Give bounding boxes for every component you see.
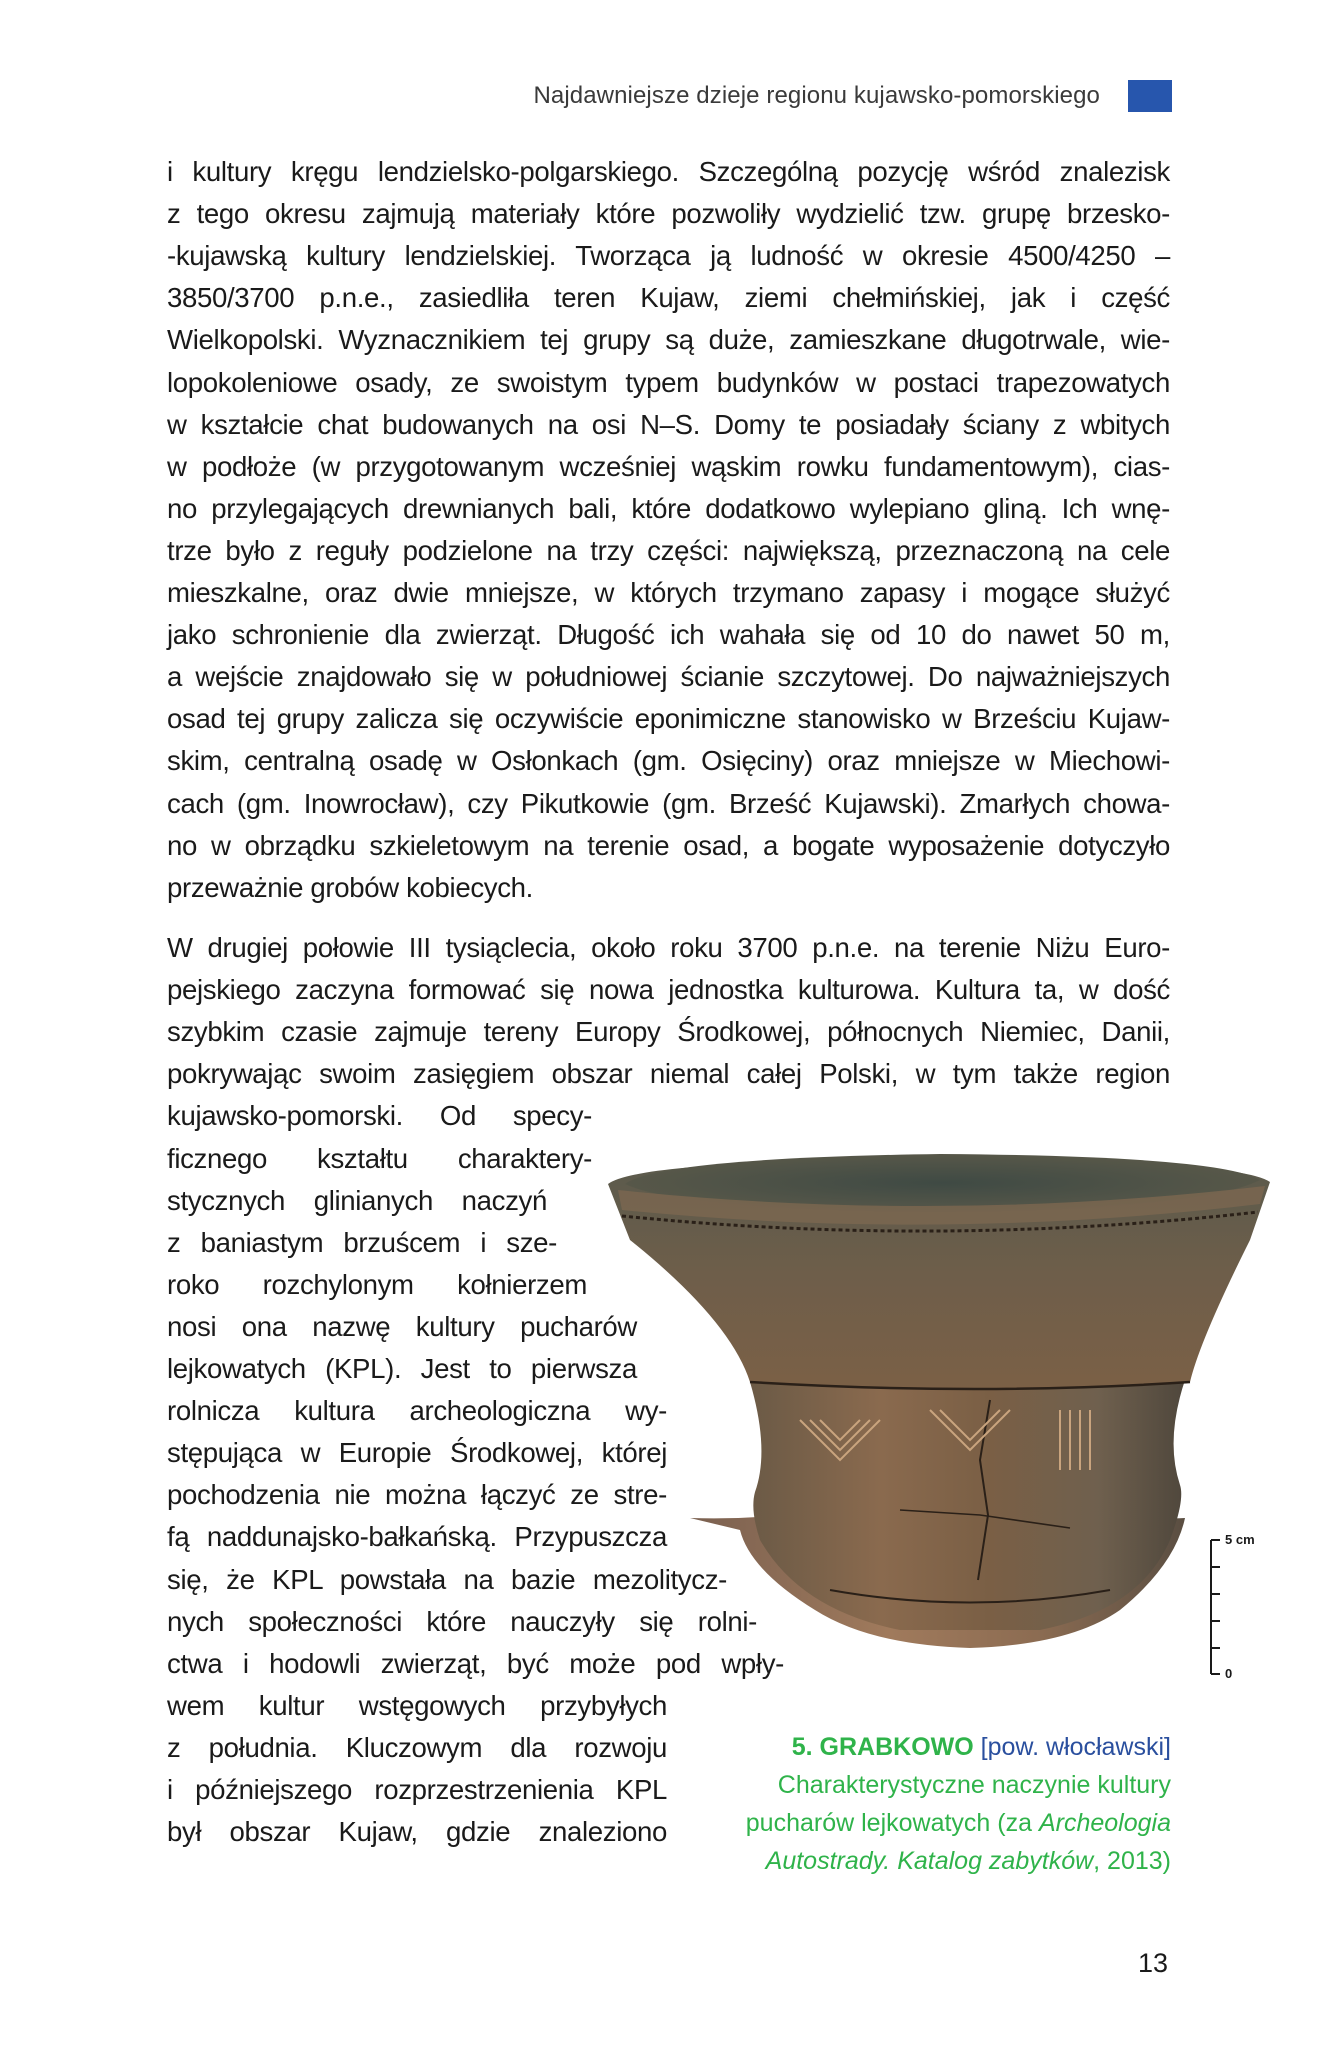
paragraph-line: skim, centralną osadę w Osłonkach (gm. Osięciny) oraz mniejsze w Miechowi-	[167, 745, 1170, 777]
scale-ruler-icon	[1208, 1538, 1228, 1678]
paragraph-line: mieszkalne, oraz dwie mniejsze, w których trzymano zapasy i mogące służyć	[167, 577, 1170, 608]
paragraph-line: roko rozchylonym kołnierzem	[167, 1268, 587, 1300]
paragraph-line: 3850/3700 p.n.e., zasiedliła teren Kujaw, ziemi chełmińskiej, jak i część	[167, 282, 1170, 314]
paragraph-line: Wielkopolski. Wyznacznikiem tej grupy są duże, zamieszkane długotrwale, wie-	[167, 324, 1170, 356]
paragraph-line: z południa. Kluczowym dla rozwoju	[167, 1731, 667, 1763]
paragraph-line: szybkim czasie zajmuje tereny Europy Środkowej, północnych Niemiec, Danii,	[167, 1016, 1170, 1048]
caption-region: [pow. włocławski]	[980, 1733, 1171, 1761]
paragraph-line: nosi ona nazwę kultury pucharów	[167, 1310, 637, 1342]
scale-top-label: 5 cm	[1225, 1532, 1255, 1547]
paragraph-line: kujawsko-pomorski. Od specy-	[167, 1100, 592, 1132]
paragraph-line: osad tej grupy zalicza się oczywiście eponimiczne stanowisko w Brześciu Kujaw-	[167, 703, 1170, 735]
caption-line-3-suffix: , 2013)	[1093, 1847, 1171, 1875]
caption-source-italic-1: Archeologia	[1038, 1809, 1171, 1837]
paragraph-line: z baniastym brzuścem i sze-	[167, 1226, 557, 1258]
paragraph-line: pokrywając swoim zasięgiem obszar niemal całej Polski, w tym także region	[167, 1058, 1170, 1090]
paragraph-line: a wejście znajdowało się w południowej ścianie szczytowej. Do najważniejszych	[167, 661, 1170, 693]
paragraph-line: jako schronienie dla zwierząt. Długość ich wahała się od 10 do nawet 50 m,	[167, 619, 1170, 651]
page-number: 13	[1138, 1948, 1169, 1978]
paragraph-line: i późniejszego rozprzestrzenienia KPL	[167, 1774, 667, 1805]
paragraph-line: się, że KPL powstała na bazie mezolitycz-	[167, 1563, 727, 1595]
paragraph-line: był obszar Kujaw, gdzie znaleziono	[167, 1816, 667, 1848]
paragraph-line: stępująca w Europie Środkowej, której	[167, 1437, 667, 1469]
scale-bottom-label: 0	[1225, 1666, 1233, 1681]
paragraph-line: cach (gm. Inowrocław), czy Pikutkowie (gm. Brześć Kujawski). Zmarłych chowa-	[167, 787, 1170, 819]
paragraph-line: przeważnie grobów kobiecych.	[167, 871, 533, 903]
paragraph-line: i kultury kręgu lendzielsko-polgarskiego. Szczególną pozycję wśród znalezisk	[167, 156, 1170, 187]
paragraph-line: lopokoleniowe osady, ze swoistym typem budynków w postaci trapezowatych	[167, 366, 1170, 398]
paragraph-line: nych społeczności które nauczyły się rolni-	[167, 1605, 757, 1637]
paragraph-line: w kształcie chat budowanych na osi N–S. Domy te posiadały ściany z wbitych	[167, 408, 1170, 440]
paragraph-line: wem kultur wstęgowych przybyłych	[167, 1689, 667, 1721]
funnel-beaker-vessel-photo	[600, 1120, 1280, 1680]
caption-source-italic-2: Autostrady. Katalog zabytków	[765, 1847, 1094, 1875]
paragraph-line: trze było z reguły podzielone na trzy części: największą, przeznaczoną na cele	[167, 534, 1170, 566]
scale-bar	[1208, 1532, 1278, 1681]
caption-line-3	[651, 1842, 1171, 1880]
paragraph-line: fą naddunajsko-bałkańską. Przypuszcza	[167, 1521, 667, 1553]
caption-line-2	[651, 1804, 1171, 1842]
paragraph-line: pochodzenia nie można łączyć ze stre-	[167, 1479, 667, 1511]
paragraph-line: z tego okresu zajmują materiały które pozwoliły wydzielić tzw. grupę brzesko-	[167, 198, 1170, 230]
paragraph-line: no w obrządku szkieletowym na terenie osad, a bogate wyposażenie dotyczyło	[167, 829, 1170, 861]
paragraph-line: ctwa i hodowli zwierząt, być może pod wpły-	[167, 1647, 784, 1679]
paragraph-line: w podłoże (w przygotowanym wcześniej wąskim rowku fundamentowym), cias-	[167, 450, 1170, 482]
paragraph-line: no przylegających drewnianych bali, które dodatkowo wylepiano gliną. Ich wnę-	[167, 492, 1170, 524]
caption-line-1: Charakterystyczne naczynie kultury	[777, 1771, 1171, 1799]
paragraph-line: lejkowatych (KPL). Jest to pierwsza	[167, 1353, 637, 1384]
figure-caption	[651, 1728, 1171, 1880]
paragraph-line: W drugiej połowie III tysiąclecia, około roku 3700 p.n.e. na terenie Niżu Euro-	[167, 932, 1170, 963]
paragraph-line: rolnicza kultura archeologiczna wy-	[167, 1395, 667, 1427]
paragraph-line: -kujawską kultury lendzielskiej. Tworząca ją ludność w okresie 4500/4250 –	[167, 240, 1170, 272]
paragraph-line: ficznego kształtu charaktery-	[167, 1142, 592, 1174]
header-accent-square	[1128, 80, 1172, 112]
caption-line-2-prefix: pucharów lejkowatych (za	[745, 1809, 1039, 1837]
paragraph-line: stycznych glinianych naczyń	[167, 1184, 547, 1216]
caption-title: 5. GRABKOWO	[791, 1733, 974, 1761]
running-head: Najdawniejsze dzieje regionu kujawsko-pomorskiego	[533, 82, 1100, 109]
paragraph-line: pejskiego zaczyna formować się nowa jednostka kulturowa. Kultura ta, w dość	[167, 974, 1170, 1006]
vessel-shape	[608, 1154, 1270, 1648]
